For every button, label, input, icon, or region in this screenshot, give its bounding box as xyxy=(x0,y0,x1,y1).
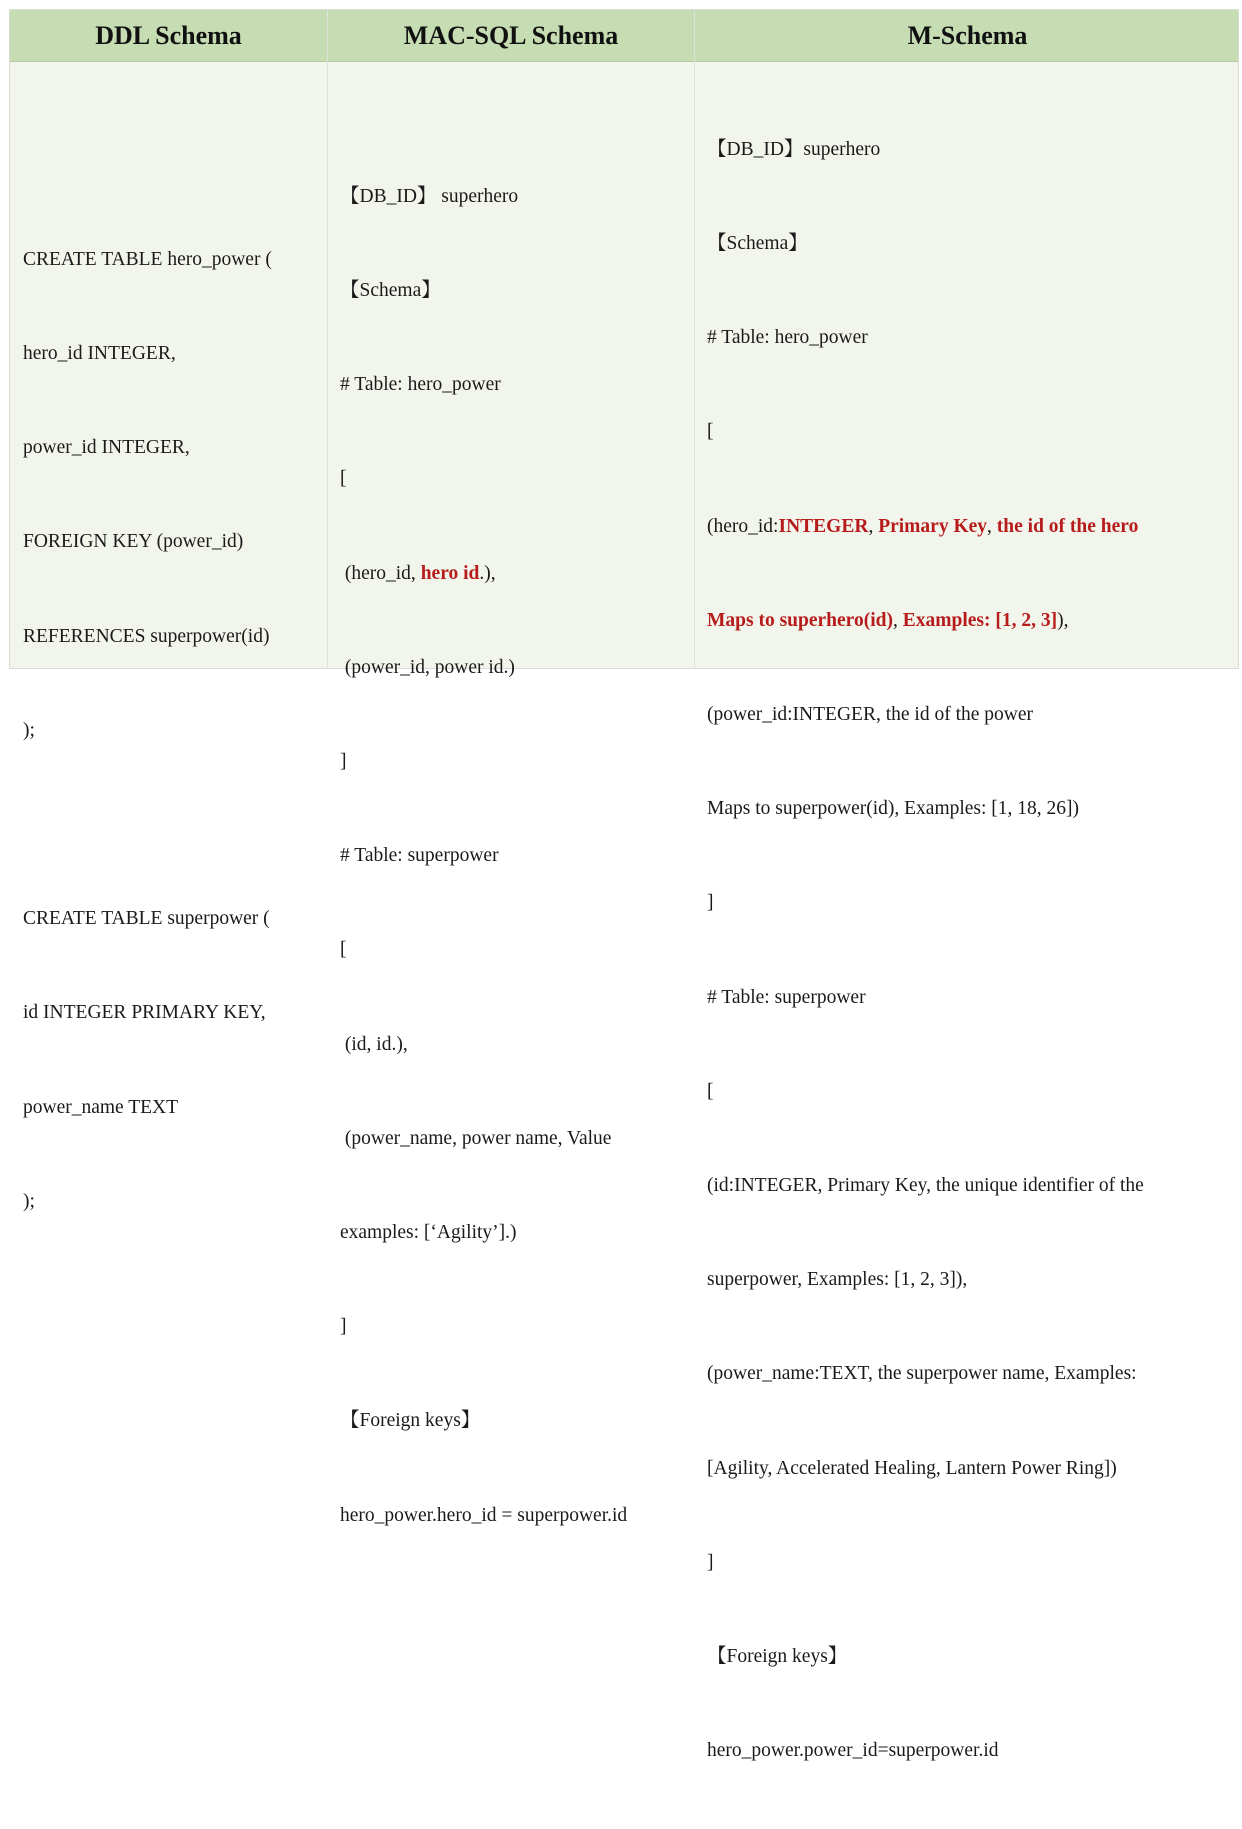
ms-line: [ xyxy=(707,421,714,443)
mac-line: [ xyxy=(340,939,347,961)
ms-line: superpower, Examples: [1, 2, 3]), xyxy=(707,1269,968,1291)
ms-line: ] xyxy=(707,892,714,914)
schema-comparison-table xyxy=(9,9,1239,1762)
mac-line: 【DB_ID】 superhero xyxy=(340,185,519,207)
ms-line: (id:INTEGER, Primary Key, the unique identifier of the xyxy=(707,1175,1144,1197)
mac-text: .), xyxy=(479,562,496,584)
header-mac-sql-schema: MAC-SQL Schema xyxy=(403,21,619,50)
ms-line: # Table: superpower xyxy=(707,986,866,1008)
ms-text: , xyxy=(868,515,879,537)
ms-line: # Table: hero_power xyxy=(707,327,868,349)
highlight-text: the id of the hero xyxy=(996,515,1139,537)
mac-line: examples: [‘Agility’].) xyxy=(340,1222,517,1244)
mac-sql-schema-cell xyxy=(340,118,627,1594)
ms-line: [Agility, Accelerated Healing, Lantern Power Ring]) xyxy=(707,1457,1117,1479)
ms-line: [ xyxy=(707,1080,714,1102)
ddl-schema-cell xyxy=(23,181,272,1280)
ms-line xyxy=(707,605,1144,636)
mac-line: (id, id.), xyxy=(340,1033,408,1055)
highlight-text: INTEGER xyxy=(778,515,869,537)
ms-line: (power_name:TEXT, the superpower name, Examples: xyxy=(707,1363,1137,1385)
ddl-line: power_name TEXT xyxy=(23,1096,179,1118)
column-divider xyxy=(327,10,328,668)
table-header-row xyxy=(10,10,1238,62)
highlight-text: Examples: [1, 2, 3] xyxy=(902,609,1058,631)
mac-line: ] xyxy=(340,751,347,773)
ms-text: ), xyxy=(1057,609,1069,631)
header-m-schema: M-Schema xyxy=(907,21,1028,50)
mac-line: 【Foreign keys】 xyxy=(340,1410,481,1432)
mac-line: ] xyxy=(340,1316,347,1338)
mac-text: (hero_id, xyxy=(340,562,421,584)
ms-line xyxy=(707,511,1144,542)
ddl-line: id INTEGER PRIMARY KEY, xyxy=(23,1002,266,1024)
ms-line: 【Schema】 xyxy=(707,233,808,255)
ms-line: 【DB_ID】superhero xyxy=(707,138,881,160)
ms-text: , xyxy=(892,609,903,631)
ddl-line: ); xyxy=(23,1190,35,1212)
ms-text: (hero_id: xyxy=(707,515,779,537)
highlight-text: Primary Key xyxy=(878,515,988,537)
mac-line: hero_power.hero_id = superpower.id xyxy=(340,1504,628,1526)
mac-line: [ xyxy=(340,468,347,490)
ms-line: Maps to superpower(id), Examples: [1, 18, 26]) xyxy=(707,798,1080,820)
ms-line: hero_power.power_id=superpower.id xyxy=(707,1740,999,1762)
ddl-line: power_id INTEGER, xyxy=(23,437,190,459)
ddl-line: hero_id INTEGER, xyxy=(23,343,176,365)
mac-line: (power_id, power id.) xyxy=(340,656,515,678)
ddl-line: CREATE TABLE superpower ( xyxy=(23,908,270,930)
mac-line: # Table: hero_power xyxy=(340,374,501,396)
mac-line: 【Schema】 xyxy=(340,280,441,302)
m-schema-cell xyxy=(707,71,1144,1829)
ms-line: ] xyxy=(707,1551,714,1573)
ddl-line: FOREIGN KEY (power_id) xyxy=(23,531,244,553)
mac-line xyxy=(340,558,627,589)
ddl-line xyxy=(23,809,272,840)
mac-line: # Table: superpower xyxy=(340,845,499,867)
mac-line: (power_name, power name, Value xyxy=(340,1127,612,1149)
ddl-line: ); xyxy=(23,719,35,741)
ms-line: 【Foreign keys】 xyxy=(707,1646,848,1668)
ms-line: (power_id:INTEGER, the id of the power xyxy=(707,704,1033,726)
column-divider xyxy=(694,10,695,668)
ddl-line: REFERENCES superpower(id) xyxy=(23,625,270,647)
highlight-text: hero id xyxy=(420,562,480,584)
header-ddl-schema: DDL Schema xyxy=(95,21,242,50)
highlight-text: Maps to superhero(id) xyxy=(707,609,893,631)
ms-text: , xyxy=(987,515,997,537)
ddl-line: CREATE TABLE hero_power ( xyxy=(23,248,272,270)
